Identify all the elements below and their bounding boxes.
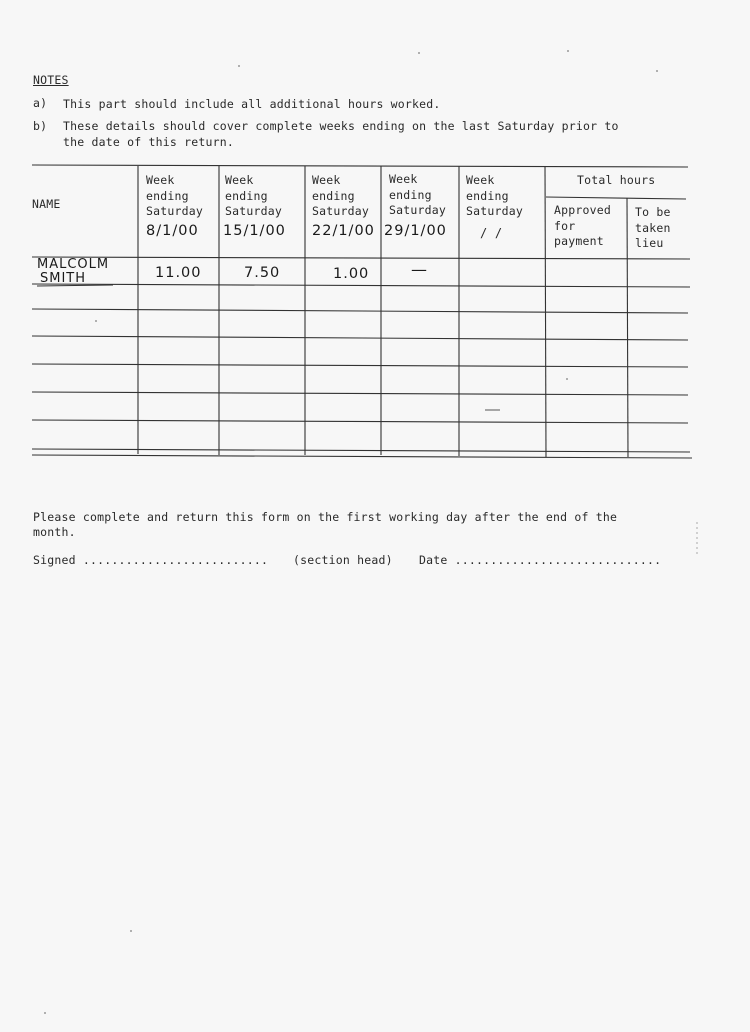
employee-name: MALCOLM SMITH: [37, 257, 110, 286]
header-bottom-border: [32, 257, 690, 259]
total-hours-header: Total hours: [577, 173, 656, 187]
week1-header: Week ending Saturday: [146, 173, 203, 218]
instruction-line2: month.: [33, 525, 76, 539]
row-line: [32, 336, 688, 340]
row-line: [32, 420, 688, 423]
week4-date: 29/1/00: [384, 223, 447, 239]
row-line: [32, 449, 690, 452]
total-hours-divider: [546, 197, 686, 199]
week4-header: Week ending Saturday: [389, 172, 446, 217]
scan-speck: [130, 930, 132, 932]
week3-header: Week ending Saturday: [312, 173, 369, 218]
lieu-header: To be taken lieu: [635, 205, 671, 250]
scan-speck: [44, 1012, 46, 1014]
week3-date: 22/1/00: [312, 223, 375, 239]
week2-hours: 7.50: [244, 265, 281, 281]
week4-hours: —: [411, 260, 428, 279]
row-line: [32, 364, 688, 367]
note-a-marker: a): [33, 96, 48, 110]
approved-header: Approved for payment: [554, 203, 611, 248]
row-line: [32, 284, 690, 287]
week3-hours: 1.00: [333, 266, 370, 282]
table-top-border: [32, 165, 688, 167]
column-divider: [627, 198, 628, 457]
signed-field: Signed ..........................: [33, 553, 269, 567]
week5-date: / /: [480, 226, 503, 240]
week1-date: 8/1/00: [146, 223, 199, 239]
date-field: Date .............................: [419, 553, 662, 567]
name-header: NAME: [32, 197, 61, 211]
week2-header: Week ending Saturday: [225, 173, 282, 218]
scan-speck: [567, 50, 569, 52]
notes-heading: NOTES: [33, 73, 69, 87]
instruction-line1: Please complete and return this form on the first working day after the end of the: [33, 510, 618, 524]
row-line: [32, 309, 688, 313]
note-b-line1: These details should cover complete weeks ending on the last Saturday prior to: [63, 119, 619, 133]
scan-speck: [566, 378, 568, 380]
note-b-marker: b): [33, 119, 48, 133]
scan-speck: [95, 320, 97, 322]
section-head-label: (section head): [293, 553, 393, 567]
week5-header: Week ending Saturday: [466, 173, 523, 218]
table-bottom-border: [32, 455, 692, 458]
scan-speck: [238, 65, 240, 67]
note-b-line2: the date of this return.: [63, 135, 234, 149]
row-line: [32, 392, 688, 395]
note-a-text: This part should include all additional hours worked.: [63, 97, 441, 111]
scan-speck: [418, 52, 420, 54]
week2-date: 15/1/00: [223, 223, 286, 239]
week1-hours: 11.00: [155, 265, 202, 281]
column-divider: [545, 166, 546, 457]
scan-speck: [656, 70, 658, 72]
